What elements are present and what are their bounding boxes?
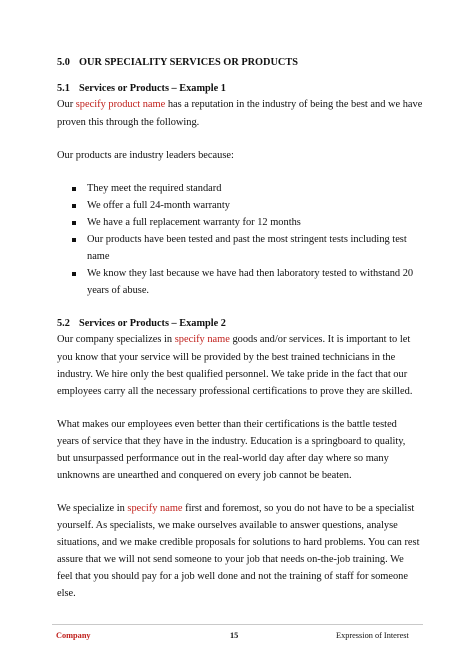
section-number: 5.0 bbox=[57, 57, 70, 68]
placeholder-name: specify name bbox=[127, 503, 183, 514]
bullet-item: Our products have been tested and past the most stringent tests including test bbox=[87, 234, 407, 245]
paragraph-line bbox=[57, 503, 414, 514]
footer-divider bbox=[52, 624, 423, 625]
paragraph-line: industry. We hire only the best qualified personnel. We take pride in the fact that our bbox=[57, 369, 408, 380]
paragraph-line: What makes our employees even better than their certifications is the battle tested bbox=[57, 419, 397, 430]
subsection-number-2: 5.2 bbox=[57, 318, 70, 329]
paragraph-line: feel that you should pay for a job well done and not the training of staff for someone bbox=[57, 571, 408, 582]
subsection-heading-1 bbox=[57, 83, 226, 94]
paragraph-line: years of service that they have in the industry. Education is a springboard to quality, bbox=[57, 436, 406, 447]
bullet-icon bbox=[72, 221, 76, 225]
bullet-item: We offer a full 24-month warranty bbox=[87, 200, 230, 211]
bullet-item: We have a full replacement warranty for 12 months bbox=[87, 217, 301, 228]
paragraph-line: employees carry all the necessary professional certifications to prove they are skilled. bbox=[57, 386, 413, 397]
bullet-icon bbox=[72, 272, 76, 276]
paragraph-line: proven this through the following. bbox=[57, 117, 200, 128]
paragraph-line: but unsurpassed performance out in the real-world day after day where so many bbox=[57, 453, 389, 464]
section-heading bbox=[57, 57, 298, 68]
text-run: Our bbox=[57, 99, 76, 110]
bullet-icon bbox=[72, 238, 76, 242]
bullet-item: We know they last because we have had then laboratory tested to withstand 20 bbox=[87, 268, 414, 279]
placeholder-name: specify name bbox=[174, 334, 230, 345]
text-run: goods and/or services. It is important to let bbox=[229, 334, 411, 345]
subsection-number-1: 5.1 bbox=[57, 83, 70, 94]
paragraph-line: Our products are industry leaders because: bbox=[57, 150, 234, 161]
paragraph-line: situations, and we make credible proposals for solutions to hard problems. You can rest bbox=[57, 537, 420, 548]
paragraph-line bbox=[57, 99, 422, 110]
bullet-icon bbox=[72, 204, 76, 208]
text-run: has a reputation in the industry of being the best and we have bbox=[165, 99, 423, 110]
bullet-item: They meet the required standard bbox=[87, 183, 222, 194]
bullet-item-continuation: years of abuse. bbox=[87, 285, 150, 296]
paragraph-line: else. bbox=[57, 588, 76, 599]
placeholder-product-name: specify product name bbox=[75, 99, 166, 110]
text-run: Our company specializes in bbox=[57, 334, 175, 345]
text-run: We specialize in bbox=[57, 503, 128, 514]
paragraph-line bbox=[57, 334, 410, 345]
text-run: first and foremost, so you do not have to be a specialist bbox=[182, 503, 415, 514]
footer-doc-title: Expression of Interest bbox=[336, 631, 409, 640]
paragraph-line: yourself. As specialists, we make ourselves available to answer questions, analyse bbox=[57, 520, 398, 531]
bullet-icon bbox=[72, 187, 76, 191]
bullet-item-continuation: name bbox=[87, 251, 110, 262]
paragraph-line: assure that we will not send someone to your job that needs on-the-job training. We bbox=[57, 554, 404, 565]
paragraph-line: you know that your service will be provided by the best trained technicians in the bbox=[57, 352, 396, 363]
subsection-heading-2 bbox=[57, 318, 226, 329]
subsection-title-1: Services or Products – Example 1 bbox=[79, 83, 226, 94]
footer-company: Company bbox=[56, 631, 91, 640]
paragraph-line: unknowns are unearthed and conquered on every job cannot be beaten. bbox=[57, 470, 352, 481]
section-title: OUR SPECIALITY SERVICES OR PRODUCTS bbox=[79, 57, 298, 68]
subsection-title-2: Services or Products – Example 2 bbox=[79, 318, 226, 329]
footer-page-number: 15 bbox=[230, 631, 239, 640]
